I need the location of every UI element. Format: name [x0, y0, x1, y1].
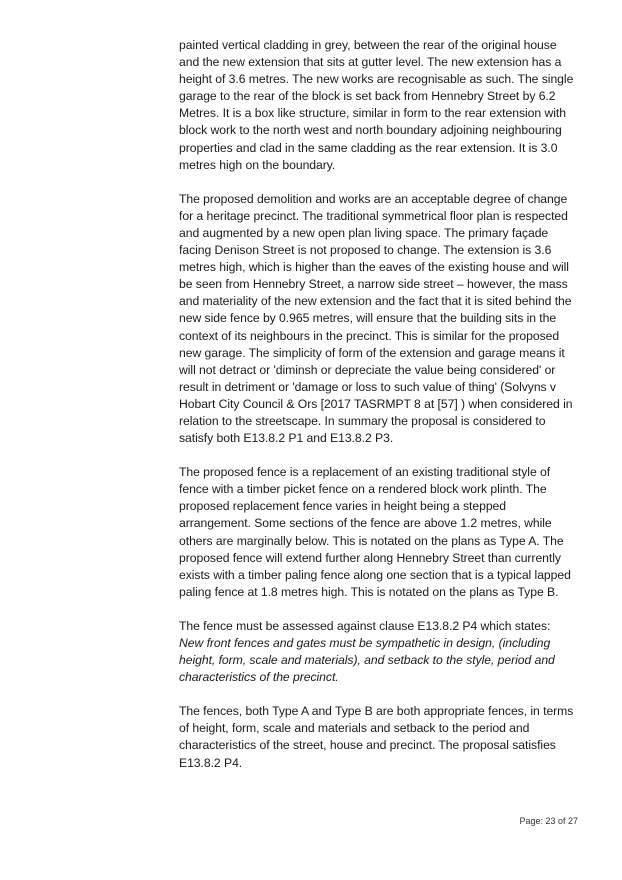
page-number: Page: 23 of 27	[519, 816, 578, 826]
paragraph-clause-p4	[179, 618, 579, 686]
clause-quote: New front fences and gates must be sympathetic in design, (including height, form, scale and materials), and setback to the style, period and characteristics of the precinct.	[179, 636, 555, 685]
paragraph-fence-description: The proposed fence is a replacement of an existing traditional style of fence with a timber picket fence on a rendered block work plinth. The proposed replacement fence varies in height being a stepped arrangement. Some sections of the fence are above 1.2 metres, while others are marginally below. This is notated on the plans as Type A. The proposed fence will extend further along Hennebry Street than currently exists with a timber paling fence along one section that is a typical lapped paling fence at 1.8 metres high. This is notated on the plans as Type B.	[179, 465, 571, 599]
paragraph-fence-conclusion: The fences, both Type A and Type B are both appropriate fences, in terms of height, form, scale and materials and setback to the period and characteristics of the street, house and precinct. The proposal satisfies E13.8.2 P4.	[179, 704, 574, 770]
clause-intro: The fence must be assessed against clause E13.8.2 P4 which states:	[179, 618, 551, 633]
paragraph-heritage-assessment: The proposed demolition and works are an acceptable degree of change for a heritage precinct. The traditional symmetrical floor plan is respected and augmented by a new open plan living space. The primary façade facing Denison Street is not proposed to change. The extension is 3.6 metres high, which is higher than the eaves of the existing house and will be seen from Hennebry Street, a narrow side street – however, the mass and materiality of the new extension and the fact that it is sited behind the new side fence by 0.965 metres, will ensure that the building sits in the context of its neighbours in the precinct. This is similar for the proposed new garage. The simplicity of form of the extension and garage means it will not detract or 'diminsh or depreciate the value being considered' or result in detriment or 'damage or loss to such value of thing' (Solvyns v Hobart City Council & Ors [2017 TASRMPT 8 at [57] ) when considered in relation to the streetscape. In summary the proposal is considered to satisfy both E13.8.2 P1 and E13.8.2 P3.	[179, 191, 573, 446]
paragraph-cladding-garage: painted vertical cladding in grey, between the rear of the original house and the new extension that sits at gutter level. The new extension has a height of 3.6 metres. The new works are recognisable as such. The single garage to the rear of the block is set back from Hennebry Street by 6.2 Metres. It is a box like structure, similar in form to the rear extension with block work to the north west and north boundary adjoining neighbouring properties and clad in the same cladding as the rear extension. It is 3.0 metres high on the boundary.	[179, 38, 574, 172]
document-body	[179, 37, 579, 772]
